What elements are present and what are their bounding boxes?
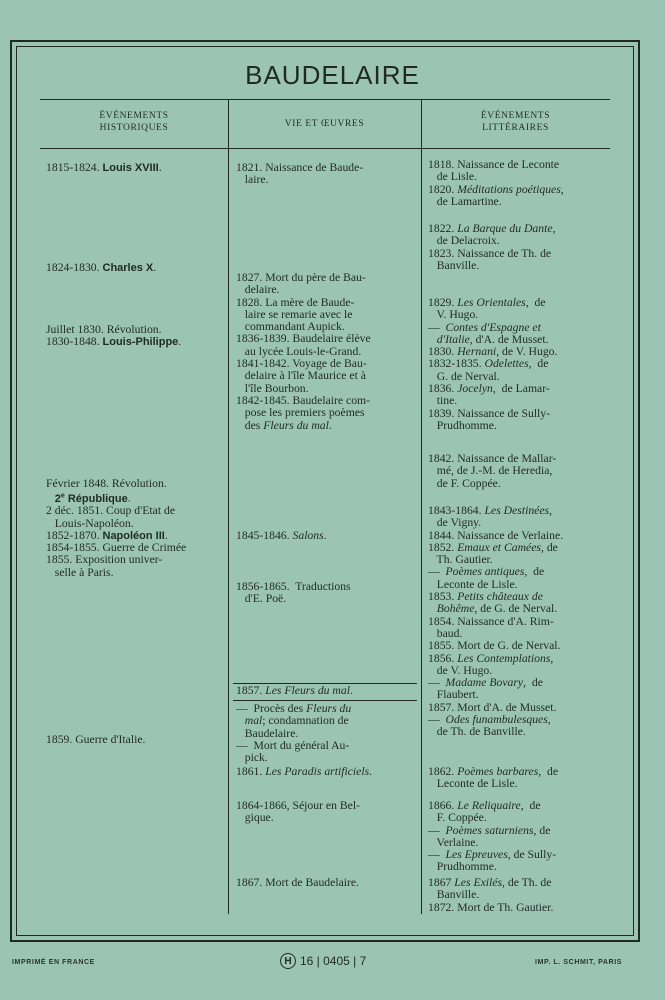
entry-vie-oeuvres: 1827. Mort du père de Bau- delaire. 1828. La mère de Baude- laire se remarie avec le commandant Aupick. 1836-1839. Baudelaire élève au lycée Louis-le-Grand. 1841-1842. Voyage de Bau- delaire à l'île Maurice et à l'île Bourbon. 1842-1845. Baudelaire com- pose les premiers poèmes des Fleurs du mal. [236,271,371,432]
entry-litteraires: 1822. La Barque du Dante, de Delacroix. 1823. Naissance de Th. de Banville. [428,222,556,272]
entry-litteraires: 1866. Le Reliquaire, de F. Coppée. — Poèmes saturniens, de Verlaine. — Les Epreuves, de Sully- Prudhomme. [428,799,557,874]
entry-historiques: Juillet 1830. Révolution. 1830-1848. Louis-Philippe. [46,323,182,349]
footer-code [280,952,366,970]
entry-historiques: 1824-1830. Charles X. [46,261,157,274]
entry-vie-oeuvres: 1845-1846. Salons. [236,529,327,542]
footer-code-number: 16 | 0405 | 7 [300,954,367,968]
entry-vie-oeuvres: 1856-1865. Traductions d'E. Poë. [236,580,351,606]
entry-litteraires: 1842. Naissance de Mallar- mé, de J.-M. de Heredia, de F. Coppée. [428,452,557,490]
entry-litteraires: 1818. Naissance de Leconte de Lisle. 1820. Méditations poétiques, de Lamartine. [428,158,564,208]
entry-litteraires: 1843-1864. Les Destinées, de Vigny. 1844. Naissance de Verlaine. 1852. Emaux et Camées, de Th. Gautier. — Poèmes antiques, de Leconte de Lisle. 1853. Petits châteaux de Bohême, de G. de Nerval. 1854. Naissance d'A. Rim- baud. 1855. Mort de G. de Nerval. 1856. Les Contemplations, de V. Hugo. — Madame Bovary, de Flaubert. 1857. Mort d'A. de Musset. — Odes funambulesques, de Th. de Banville. [428,504,564,739]
header-bottom-rule [40,148,610,149]
footer-imprimeur: IMP. L. SCHMIT, PARIS [535,959,623,966]
publisher-logo-icon: H [280,953,296,969]
header-vie-oeuvres: VIE ET ŒUVRES [284,119,365,129]
page-title: BAUDELAIRE [245,60,420,90]
entry-vie-oeuvres: 1861. Les Paradis artificiels. [236,765,373,778]
footer-imprime: IMPRIMÉ EN FRANCE [12,959,95,966]
entry-vie-oeuvres: — Procès des Fleurs du mal; condamnation de Baudelaire. — Mort du général Au- pick. [236,702,352,765]
entry-litteraires: 1867 Les Exilés, de Th. de Banville. 1872. Mort de Th. Gautier. [428,876,554,914]
header-historiques: ÉVÉNEMENTS HISTORIQUES [99,111,169,133]
entry-historiques: 1815-1824. Louis XVIII. [46,161,162,174]
entry-underline [233,683,417,684]
header-litteraires: ÉVÉNEMENTS LITTÉRAIRES [480,111,551,133]
header-top-rule [40,99,610,100]
entry-vie-oeuvres: 1857. Les Fleurs du mal. [236,684,353,697]
entry-vie-oeuvres: 1867. Mort de Baudelaire. [236,876,360,889]
entry-underline [233,700,417,701]
entry-vie-oeuvres: 1864-1866, Séjour en Bel- gique. [236,799,360,825]
column-divider-right [421,99,422,914]
column-divider-left [228,99,229,914]
entry-litteraires: 1829. Les Orientales, de V. Hugo. — Contes d'Espagne et d'Italie, d'A. de Musset. 1830. Hernani, de V. Hugo. 1832-1835. Odelettes, de G. de Nerval. 1836. Jocelyn, de Lamar- tine. 1839. Naissance de Sully- Prudhomme. [428,296,558,432]
entry-vie-oeuvres: 1821. Naissance de Baude- laire. [236,161,364,187]
entry-historiques: 1859. Guerre d'Italie. [46,733,146,746]
entry-historiques: Février 1848. Révolution. 2e République. 2 déc. 1851. Coup d'Etat de Louis-Napoléon. 1852-1870. Napoléon III. 1854-1855. Guerre de Crimée 1855. Exposition univer- selle à Paris. [46,477,187,579]
entry-litteraires: 1862. Poèmes barbares, de Leconte de Lisle. [428,765,559,791]
